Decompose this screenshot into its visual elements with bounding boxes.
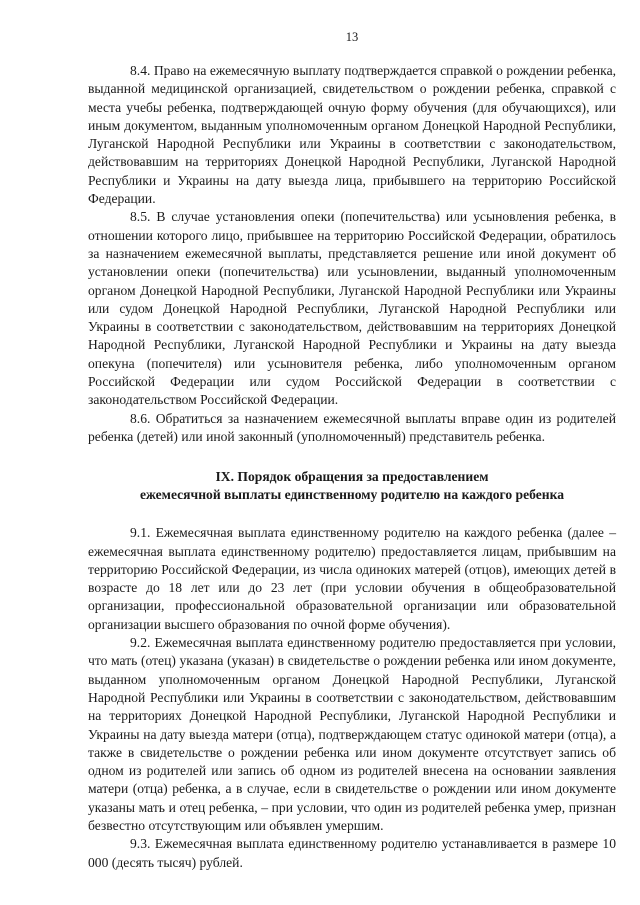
page-number: 13: [345, 30, 359, 44]
document-page: [88, 30, 616, 872]
paragraph-9-3: 9.3. Ежемесячная выплата единственному родителю устанавливается в размере 10 000 (десять тысяч) рублей.: [88, 836, 616, 870]
section-heading-line-2: ежемесячной выплаты единственному родителю на каждого ребенка: [139, 487, 565, 503]
paragraph-8-5: 8.5. В случае установления опеки (попечительства) или усыновления ребенка, в отношении которого лицо, прибывшее на территорию Российской Федерации, обратилось за назначением ежемесячной выплаты, представляется решение или иной документ об установлении опеки (попечительства) или усыновлении, выданный уполномоченным органом Донецкой Народной Республики, Луганской Народной Республики или Украины или судом Донецкой Народной Республики, Луганской Народной Республики или Украины в соответствии с законодательством, действовавшим на территориях Донецкой Народной Республики, Луганской Народной Республики и Украины на дату выезда опекуна (попечителя) или усыновителя ребенка, либо уполномоченным органом Российской Федерации или судом Российской Федерации в соответствии с законодательством Российской Федерации.: [88, 209, 616, 408]
paragraph-9-1: 9.1. Ежемесячная выплата единственному родителю на каждого ребенка (далее – ежемесячная выплата единственному родителю) предоставляется лицам, прибывшим на территорию Российской Федерации, из числа одиноких матерей (отцов), имеющих детей в возрасте до 18 лет или до 23 лет (при условии обучения в общеобразовательной организации, профессиональной образовательной организации или образовательной организации высшего образования по очной форме обучения).: [88, 525, 616, 632]
paragraph-9-2: 9.2. Ежемесячная выплата единственному родителю предоставляется при условии, что мать (отец) указана (указан) в свидетельстве о рождении ребенка или ином документе, выданном уполномоченным органом Донецкой Народной Республики, Луганской Народной Республики или Украины в соответствии с законодательством, действовавшим на территориях Донецкой Народной Республики, Луганской Народной Республики и Украины на дату выезда матери (отца), подтверждающем статус одинокой матери (отца), а также в свидетельстве о рождении ребенка или ином документе отсутствует запись об одном из родителей или запись об одном из родителей внесена на основании заявления матери (отца) ребенка, а в случае, если в свидетельстве о рождении или ином документе указаны мать и отец ребенка, – при условии, что один из родителей ребенка умер, признан безвестно отсутствующим или объявлен умершим.: [88, 635, 616, 833]
section-heading: [88, 468, 616, 504]
paragraph-8-6: 8.6. Обратиться за назначением ежемесячной выплаты вправе один из родителей ребенка (детей) или иной законный (уполномоченный) представитель ребенка.: [88, 410, 616, 444]
section-heading-line-1: IX. Порядок обращения за предоставлением: [215, 469, 489, 485]
paragraph-8-4: 8.4. Право на ежемесячную выплату подтверждается справкой о рождении ребенка, выданной медицинской организацией, свидетельством о рождении ребенка, справкой с места учебы ребенка, подтверждающей очную форму обучения (для обучающихся), или иным документом, выданным уполномоченным органом Донецкой Народной Республики, Луганской Народной Республики или Украины в соответствии с законодательством, действовавшим на территориях Донецкой Народной Республики, Луганской Народной Республики и Украины на дату выезда лица, прибывшего на территорию Российской Федерации.: [88, 63, 616, 207]
